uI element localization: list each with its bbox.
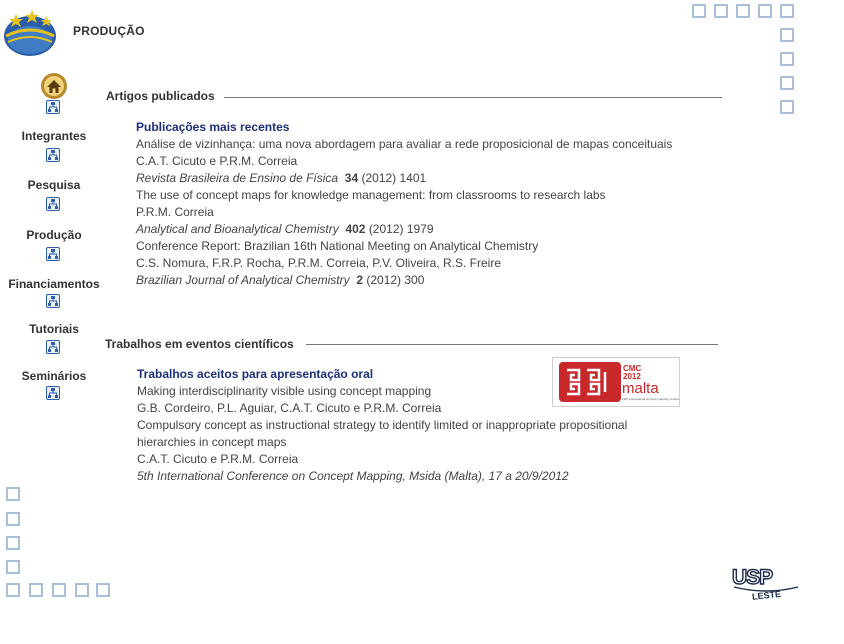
usp-logo-sub: LESTE (751, 588, 782, 601)
decor-square (780, 76, 794, 90)
article-title[interactable]: Conference Report: Brazilian 16th National Meeting on Analytical Chemistry (136, 239, 539, 253)
decor-square (29, 583, 43, 597)
decor-square (6, 487, 20, 501)
section-subheading: Trabalhos aceitos para apresentação oral (137, 367, 374, 381)
sidebar-item-producao[interactable]: Produção (26, 228, 82, 242)
decor-square (692, 4, 706, 18)
article-citation (136, 272, 424, 289)
article-title[interactable]: The use of concept maps for knowledge management: from classrooms to research labs (136, 188, 606, 202)
usp-logo-text: USP (732, 566, 773, 589)
decor-square (52, 583, 66, 597)
decor-square (75, 583, 89, 597)
decor-square (714, 4, 728, 18)
badge-small-text: Fifth International concept mapping conference (622, 397, 679, 401)
journal-name: Analytical and Bioanalytical Chemistry (136, 222, 339, 236)
article-authors: C.A.T. Cicuto e P.R.M. Correia (136, 154, 298, 168)
badge-year-text: 2012 (623, 372, 641, 381)
sitemap-icon[interactable] (46, 340, 60, 354)
decor-square (6, 583, 20, 597)
journal-volume: 402 (345, 222, 366, 236)
sidebar-item-pesquisa[interactable]: Pesquisa (27, 178, 81, 192)
sidebar-item-integrantes[interactable]: Integrantes (21, 129, 87, 143)
home-button[interactable] (40, 72, 68, 100)
sitemap-icon[interactable] (46, 294, 60, 308)
site-logo[interactable] (2, 6, 58, 56)
decor-square (736, 4, 750, 18)
journal-name: Brazilian Journal of Analytical Chemistry (136, 273, 350, 287)
usp-leste-logo[interactable] (730, 565, 800, 601)
event-title[interactable]: Making interdisciplinarity visible using concept mapping (137, 384, 432, 398)
event-title-continued[interactable]: hierarchies in concept maps (137, 435, 287, 449)
sitemap-icon[interactable] (46, 148, 60, 162)
event-authors: G.B. Cordeiro, P.L. Aguiar, C.A.T. Cicuto e P.R.M. Correia (137, 401, 442, 415)
sitemap-icon[interactable] (46, 197, 60, 211)
sidebar-item-seminarios[interactable]: Seminários (21, 369, 87, 383)
decor-square (758, 4, 772, 18)
decor-square (6, 536, 20, 550)
journal-volume: 34 (344, 171, 359, 185)
section-divider (306, 344, 718, 345)
event-authors: C.A.T. Cicuto e P.R.M. Correia (137, 452, 299, 466)
journal-year-pages: (2012) 1401 (361, 171, 427, 185)
sitemap-icon[interactable] (46, 247, 60, 261)
article-authors: P.R.M. Correia (136, 205, 214, 219)
section-heading: Trabalhos em eventos científicos (105, 337, 294, 351)
sitemap-icon[interactable] (46, 386, 60, 400)
cmc-2012-badge[interactable] (552, 357, 680, 407)
home-icon (40, 72, 68, 100)
event-title[interactable]: Compulsory concept as instructional strategy to identify limited or inappropriate propositional (137, 418, 628, 432)
article-authors: C.S. Nomura, F.R.P. Rocha, P.R.M. Correia, P.V. Oliveira, R.S. Freire (136, 256, 502, 270)
decor-square (780, 100, 794, 114)
journal-year-pages: (2012) 300 (366, 273, 425, 287)
badge-cmc-text: CMC (623, 364, 642, 373)
badge-malta-text: malta (622, 380, 659, 397)
article-citation (136, 221, 434, 238)
sitemap-icon[interactable] (46, 100, 60, 114)
decor-square (780, 52, 794, 66)
article-title[interactable]: Análise de vizinhança: uma nova abordagem para avaliar a rede proposicional de mapas conceituais (136, 137, 673, 151)
journal-volume: 2 (356, 273, 363, 287)
decor-square (780, 28, 794, 42)
journal-year-pages: (2012) 1979 (368, 222, 434, 236)
decor-square (780, 4, 794, 18)
event-venue: 5th International Conference on Concept Mapping, Msida (Malta), 17 a 20/9/2012 (137, 469, 569, 483)
decor-square (6, 560, 20, 574)
section-heading: Artigos publicados (106, 89, 215, 103)
sidebar-item-tutoriais[interactable]: Tutoriais (29, 322, 79, 336)
sidebar-item-financiamentos[interactable]: Financiamentos (8, 277, 100, 291)
section-subheading: Publicações mais recentes (136, 120, 290, 134)
journal-name: Revista Brasileira de Ensino de Física (136, 171, 339, 185)
article-citation (136, 170, 426, 187)
section-divider (224, 97, 722, 98)
decor-square (96, 583, 110, 597)
page-title: PRODUÇÃO (73, 24, 145, 38)
decor-square (6, 512, 20, 526)
